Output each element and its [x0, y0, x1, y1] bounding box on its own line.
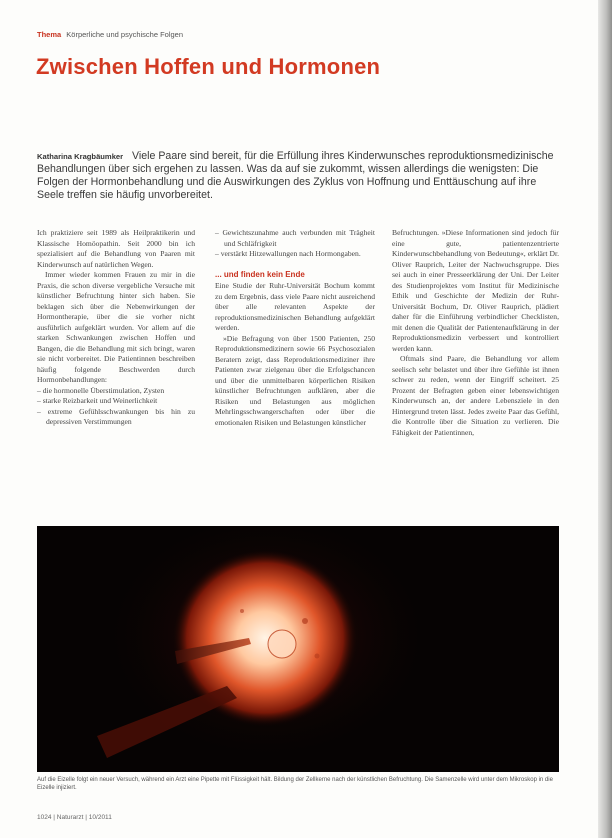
- paragraph: Oftmals sind Paare, die Behandlung vor allem seelisch sehr belastet und über ihre Gefühle ist ihnen schwer zu reden, wenn der Eingriff scheitert. 25 Prozent der Befragten geben einer lebenswichtigen Kinderwunsch an, der andere Lebensziele in den Hintergrund treten lässt. Jedes zweite Paar das Gefühl, die Kontrolle über die Situation zu verlieren. Die Fähigkeit der Patientinnen,: [392, 354, 559, 437]
- list-item: – extreme Gefühlsschwankungen bis hin zu depressiven Verstimmungen: [37, 406, 195, 426]
- subheading: ... und finden kein Ende: [215, 269, 305, 279]
- rubric-text: Körperliche und psychische Folgen: [66, 30, 184, 39]
- article-lead: [37, 150, 555, 202]
- article-photo: [37, 526, 559, 772]
- section-rubric: [37, 30, 183, 39]
- photo-caption: Auf die Eizelle folgt ein neuer Versuch, während ein Arzt eine Pipette mit Flüssigkeit hält. Bildung der Zellkerne nach der künstlichen Befruchtung. Die Samenzelle wird unter dem Mikroskop in die Eizelle injiziert.: [37, 777, 553, 791]
- text-column-3: [392, 228, 559, 438]
- lead-text: Viele Paare sind bereit, für die Erfüllung ihres Kinderwunsches reproduktionsmedizinische Behandlungen über sich ergehen zu lassen. Was da auf sie zukommt, wissen allerdings die wenigsten: Die Folgen der Hormonbehandlung und die Auswirkungen des Zyklus von Hoffnung und Enttäuschung auf ihre Seele treffen sie häufig unvorbereitet.: [37, 150, 554, 201]
- paragraph: »Die Befragung von über 1500 Patienten, 250 Reproduktionsmedizinern sowie 66 Psychosozialen Beratern zeigt, dass Reproduktionsmediziner ihre Patienten zwar zielgenau über die Erfolgschancen und über die unmittelbaren körperlichen Risiken künstlicher Befruchtungen aufklären, aber die Risiken und Belastungen aus möglichen Mehrlingsschwangerschaften oder über die emotionalen Risiken und Belastungen künstlicher: [215, 333, 375, 427]
- paragraph: Immer wieder kommen Frauen zu mir in die Praxis, die schon diverse vergebliche Versuche mit künstlicher Befruchtung hinter sich haben. Sie beklagen sich über die Nebenwirkungen der Hormontherapie, über die sie vorher nicht ausführlich aufgeklärt wurden. Vor allem auf die starken Schwankungen zwischen Hoffen und Bangen, die die Behandlung mit sich bringt, waren sie nicht vorbereitet. Die Patientinnen beschreiben häufig folgende Beschwerden durch Hormonbehandlungen:: [37, 270, 195, 384]
- text-column-2: [215, 228, 375, 428]
- list-item: – starke Reizbarkeit und Weinerlichkeit: [37, 396, 158, 405]
- paragraph: Ich praktiziere seit 1989 als Heilpraktikerin und Klassische Homöopathin. Seit 2000 bin ich spezialisiert auf die Behandlung von Paaren mit Kinderwunsch auf natürlichen Wegen.: [37, 228, 195, 269]
- author-name: Katharina Kragbäumker: [37, 152, 124, 161]
- ivf-microscope-image: [37, 526, 559, 772]
- rubric-label: Thema: [37, 30, 62, 39]
- list-item: – verstärkt Hitzewallungen nach Hormongaben.: [215, 249, 361, 258]
- symptom-list-continued: [215, 228, 375, 260]
- paragraph: Eine Studie der Ruhr-Universität Bochum kommt zu dem Ergebnis, dass viele Paare nicht ausreichend über alle relevanten Aspekte der reproduktionsmedizinischen Behandlung aufgeklärt werden.: [215, 281, 375, 332]
- paragraph: Befruchtungen. »Diese Informationen sind jedoch für eine gute, patientenzentrierte Kinderwunschbehandlung von Bedeutung«, erklärt Dr. Oliver Rauprich, Leiter der Nachwuchsgruppe. Dies sei auch in einer Presseerklärung der Uni. Der Leiter des Studienprojektes vom Institut für Medizinische Ethik und Geschichte der Medizin der Ruhr-Universität Bochum, Dr. Oliver Rauprich, plädiert daher für die Einführung verbindlicher Checklisten, mit denen die Qualität der Patientenaufklärung in der Reproduktionsmedizin verbessert und kontrolliert werden kann.: [392, 228, 559, 353]
- page-footer: 1024 | Naturarzt | 10/2011: [37, 814, 112, 821]
- article-headline: Zwischen Hoffen und Hormonen: [36, 54, 381, 79]
- page-binding-edge: [598, 0, 612, 838]
- list-item: – die hormonelle Überstimulation, Zysten: [37, 385, 165, 395]
- text-column-1: [37, 228, 195, 428]
- list-item: – Gewichtszunahme auch verbunden mit Trägheit und Schläfrigkeit: [215, 228, 375, 248]
- symptom-list: [37, 386, 195, 428]
